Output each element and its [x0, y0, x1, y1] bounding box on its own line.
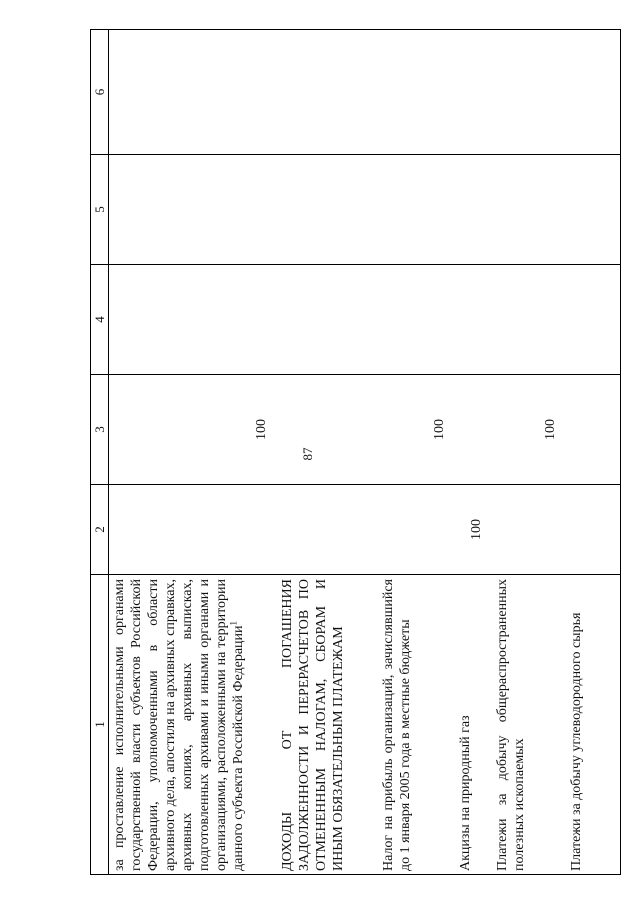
row-name: Акцизы на природный газ — [458, 715, 473, 871]
row-name: Налог на прибыль организаций, зачислявшийся до 1 января 2005 года в местные бюджеты — [381, 579, 413, 871]
empty-cell — [374, 30, 451, 155]
empty-cell — [451, 265, 488, 375]
row-name-cell — [374, 575, 451, 875]
value-cell-col3 — [562, 375, 621, 485]
column-header-5: 5 — [91, 155, 109, 265]
row-name: за проставление исполнительными органами государственной власти субъектов Российской Федерации, уполномоченными в области архивного дела, апостиля на архивных справках, архивных копиях, архивных выписках, подготовленных архивами и иными органами и организациями, расположенными на территории данного субъекта Российской Федерации — [112, 579, 246, 871]
section-heading: ДОХОДЫ ОТ ПОГАШЕНИЯ ЗАДОЛЖЕННОСТИ И ПЕРЕРАСЧЕТОВ ПО ОТМЕНЕННЫМ НАЛОГАМ, СБОРАМ И ИНЫМ ОБЯЗАТЕЛЬНЫМ ПЛАТЕЖАМ — [280, 579, 346, 871]
empty-cell — [562, 265, 621, 375]
row-name: Платежи за добычу углеводородного сырья — [569, 612, 584, 871]
row-name-cell — [451, 575, 488, 875]
rotated-table-container — [90, 30, 595, 875]
empty-cell — [109, 30, 274, 155]
empty-cell — [273, 265, 374, 375]
column-header-3: 3 — [91, 375, 109, 485]
empty-cell — [488, 30, 562, 155]
table-row — [488, 30, 562, 875]
row-name: Платежи за добычу общераспространенных полезных ископаемых — [495, 579, 527, 871]
table-row — [374, 30, 451, 875]
empty-cell — [273, 30, 374, 155]
empty-cell — [374, 265, 451, 375]
table-row — [273, 30, 374, 875]
budget-distribution-table — [90, 29, 621, 875]
table-row — [451, 30, 488, 875]
empty-cell — [374, 155, 451, 265]
column-header-6: 6 — [91, 30, 109, 155]
row-name-cell — [109, 575, 274, 875]
value-cell-col3: 100 — [488, 375, 562, 485]
value-cell-col3 — [273, 375, 374, 485]
value-cell-col2 — [374, 485, 451, 575]
value-cell-col2 — [273, 485, 374, 575]
empty-cell — [562, 155, 621, 265]
empty-cell — [562, 30, 621, 155]
empty-cell — [109, 265, 274, 375]
column-header-2: 2 — [91, 485, 109, 575]
empty-cell — [451, 155, 488, 265]
row-name-cell — [488, 575, 562, 875]
empty-cell — [488, 265, 562, 375]
table-row — [562, 30, 621, 875]
page-number: 87 — [300, 447, 315, 461]
value-cell-col3 — [451, 375, 488, 485]
value-cell-col2 — [562, 485, 621, 575]
value-cell-col2 — [488, 485, 562, 575]
row-name-cell — [273, 575, 374, 875]
value-cell-col2: 100 — [451, 485, 488, 575]
value-cell-col2 — [109, 485, 274, 575]
table-header-row — [91, 30, 109, 875]
empty-cell — [488, 155, 562, 265]
column-header-4: 4 — [91, 265, 109, 375]
row-name-cell — [562, 575, 621, 875]
footnote-marker: 1 — [228, 620, 239, 626]
value-cell-col3: 100 — [374, 375, 451, 485]
empty-cell — [273, 155, 374, 265]
empty-cell — [109, 155, 274, 265]
empty-cell — [451, 30, 488, 155]
table-row — [109, 30, 274, 875]
column-header-1: 1 — [91, 575, 109, 875]
value-cell-col3: 100 — [109, 375, 274, 485]
